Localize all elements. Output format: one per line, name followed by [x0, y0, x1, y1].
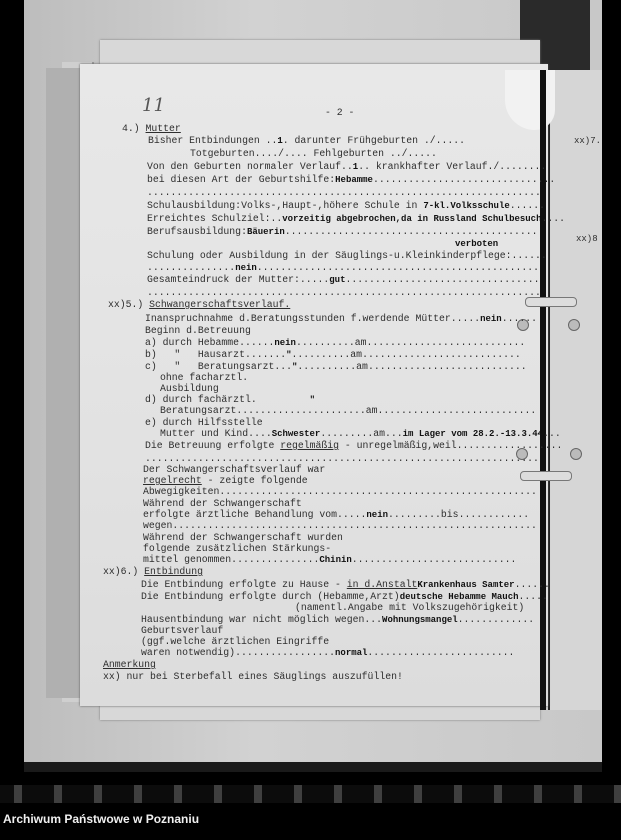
printed-text: a) durch Hebamme......	[145, 337, 275, 348]
form-line	[143, 464, 325, 475]
scan-bottom-edge	[24, 762, 602, 772]
form-line	[145, 349, 521, 361]
printed-text: Während der Schwangerschaft	[143, 498, 302, 509]
underlined-text: Schwangerschaftsverlauf.	[149, 299, 291, 310]
underlined-text: Anmerkung	[103, 659, 156, 670]
form-line	[160, 428, 561, 440]
punch-hole	[570, 448, 582, 460]
form-line	[103, 659, 156, 670]
printed-text: xx) nur bei Sterbefall eines Säuglings auszufüllen!	[103, 671, 403, 682]
filled-value: Schwester	[271, 429, 321, 439]
underlined-text: in d.Anstalt	[346, 579, 418, 590]
printed-text: - zeigte folgende	[201, 475, 308, 486]
printed-text: Der Schwangerschaftsverlauf war	[143, 464, 326, 475]
printed-text: d) durch fachärztl.	[145, 394, 310, 405]
next-page-strip	[548, 70, 602, 710]
printed-text: .........bis............	[388, 509, 530, 520]
form-line	[147, 250, 547, 261]
filled-value: 1	[352, 162, 359, 172]
printed-text: ...............................	[372, 174, 556, 185]
printed-text: ....	[541, 213, 566, 224]
printed-text: wegen..............................................................	[143, 520, 537, 531]
form-line	[147, 262, 539, 274]
form-line	[147, 187, 541, 198]
filled-value: nein	[480, 314, 502, 324]
form-line	[108, 299, 290, 310]
form-line	[147, 226, 538, 238]
printed-text: Schulausbildung:Volks-,Haupt-,höhere Schule in	[147, 200, 424, 211]
form-line	[141, 636, 329, 647]
printed-text: Während der Schwangerschaft wurden	[143, 532, 343, 543]
filled-value: nein	[274, 338, 296, 348]
printed-text: ohne facharztl.	[160, 372, 249, 383]
form-line	[190, 148, 437, 159]
form-line	[147, 287, 541, 298]
printed-text: .. krankhafter Verlauf./........	[358, 161, 547, 172]
underlined-text: Mutter	[145, 123, 181, 134]
printed-text: xx)5.)	[108, 299, 150, 310]
form-line	[148, 135, 465, 147]
printed-text: Abwegigkeiten......................................................	[143, 486, 537, 497]
printed-text: ..........am...........................	[297, 361, 527, 372]
printed-text: e) durch Hilfsstelle	[145, 417, 263, 428]
archive-name: Archiwum Państwowe w Poznaniu	[3, 812, 200, 826]
printed-text: (namentl.Angabe mit Volkszugehörigkeit)	[295, 602, 525, 613]
form-line	[103, 671, 403, 682]
printed-text: Ausbildung	[160, 383, 219, 394]
form-line	[145, 313, 537, 325]
filled-value: 1	[277, 136, 283, 146]
printed-text: Geburtsverlauf	[141, 625, 224, 636]
printed-text: ..........am...........................	[291, 349, 521, 360]
form-line	[122, 123, 181, 134]
film-strip	[0, 785, 621, 803]
filled-value: nein	[366, 510, 389, 520]
printed-text: Berufsausbildung:	[147, 226, 247, 237]
printed-text: Inanspruchnahme d.Beratungsstunden f.werdende Mütter.....	[145, 313, 481, 324]
printed-text: ......	[509, 200, 546, 211]
printed-text: c) " Beratungsarzt...	[145, 361, 292, 372]
printed-text: mittel genommen...............	[143, 554, 320, 565]
form-line	[455, 238, 498, 250]
form-line	[143, 475, 308, 486]
printed-text: .........am...	[320, 428, 403, 439]
underlined-text: regelmäßig	[280, 440, 340, 451]
filled-value: Bäuerin	[246, 227, 285, 237]
printed-text: ...................................................................	[145, 453, 539, 464]
printed-text: Erreichtes Schulziel:..	[147, 213, 283, 224]
printed-text: Schulung oder Ausbildung in der Säuglings-u.Kleinkinderpflege:......	[147, 250, 547, 261]
printed-text: ..........am...........................	[295, 337, 526, 348]
printed-text: Bisher Entbindungen ..	[148, 135, 278, 146]
printed-text: xx)6.)	[103, 566, 145, 577]
form-line	[141, 625, 223, 636]
page-number: - 2 -	[325, 107, 355, 118]
form-line	[145, 440, 562, 451]
printed-text: Beratungsarzt......................am...........................	[160, 405, 537, 416]
filled-value: Chinin	[319, 555, 352, 565]
margin-note: xx)7.	[574, 136, 602, 146]
printed-text: .................................	[345, 274, 540, 285]
printed-text: Gesamteindruck der Mutter:.....	[147, 274, 330, 285]
printed-text: Totgeburten..../.... Fehlgeburten ../.....	[190, 148, 437, 159]
filled-value: "	[286, 350, 292, 360]
underlined-text: regelrecht	[143, 475, 202, 486]
form-line	[160, 372, 248, 383]
printed-text: b) " Hausarzt.......	[145, 349, 287, 360]
form-line	[147, 161, 546, 173]
form-line	[160, 383, 219, 394]
binder-ring	[520, 471, 572, 481]
form-line	[143, 520, 537, 531]
filled-value: verboten	[455, 239, 499, 249]
printed-text: Die Entbindung erfolgte durch (Hebamme,Arzt)	[141, 591, 400, 602]
printed-text: erfolgte ärztliche Behandlung vom.....	[143, 509, 367, 520]
printed-text: ...................................................................	[147, 187, 541, 198]
filled-value: Wohnungsmangel	[382, 615, 458, 625]
form-line	[143, 532, 343, 543]
form-line	[143, 498, 302, 509]
filled-value: im Lager vom 28.2.-13.3.44	[402, 429, 544, 439]
form-line	[147, 174, 555, 186]
printed-text: Mutter und Kind....	[160, 428, 272, 439]
form-line	[160, 405, 536, 416]
printed-text: .............	[457, 614, 535, 625]
form-line	[145, 453, 539, 464]
printed-text: Hausentbindung war nicht möglich wegen...	[141, 614, 383, 625]
printed-text: Von den Geburten normaler Verlauf..	[147, 161, 353, 172]
printed-text: waren notwendig).................	[141, 647, 336, 658]
form-line	[143, 543, 331, 554]
filled-value: Krankenhaus Samter	[417, 580, 515, 590]
underlined-text: Entbindung	[144, 566, 203, 577]
printed-text: ...............	[147, 262, 236, 273]
printed-text: Die Entbindung erfolgte zu Hause -	[141, 579, 347, 590]
form-line	[147, 200, 545, 212]
filled-value: Hebamme	[335, 175, 373, 185]
form-line	[295, 602, 524, 613]
printed-text: .........................	[367, 647, 515, 658]
form-line	[143, 554, 516, 566]
form-line	[145, 417, 263, 428]
filled-value: vorzeitig abgebrochen,da in Russland Schulbesuch	[282, 214, 542, 224]
form-line	[147, 213, 565, 225]
margin-note: xx)8	[576, 234, 598, 244]
printed-text: Die Betreuung erfolgte	[145, 440, 281, 451]
printed-text: ......	[501, 313, 537, 324]
printed-text: ................................................	[256, 262, 539, 273]
printed-text: bei diesen Art der Geburtshilfe:	[147, 174, 336, 185]
binder-ring	[525, 297, 577, 307]
filled-value: "	[309, 395, 316, 405]
filled-value: gut	[329, 275, 346, 285]
printed-text: ...	[543, 428, 561, 439]
printed-text: (ggf.welche ärztlichen Eingriffe	[141, 636, 330, 647]
printed-text: .....	[518, 591, 548, 602]
printed-text: folgende zusätzlichen Stärkungs-	[143, 543, 332, 554]
form-line	[141, 647, 514, 659]
filled-value: deutsche Hebamme Mauch	[399, 592, 519, 602]
filled-value: 7-kl.Volksschule	[423, 201, 510, 211]
printed-text: . darunter Frühgeburten ./.....	[282, 135, 466, 146]
printed-text: ......	[514, 579, 550, 590]
form-line	[145, 325, 251, 336]
printed-text: Beginn d.Betreuung	[145, 325, 251, 336]
filled-value: nein	[235, 263, 257, 273]
form-line	[145, 337, 525, 349]
form-line	[143, 486, 537, 497]
filled-value: "	[291, 362, 298, 372]
printed-text: 4.)	[122, 123, 146, 134]
printed-text: ............................	[351, 554, 517, 565]
punch-hole	[568, 319, 580, 331]
form-line	[141, 579, 550, 591]
form-line	[147, 274, 539, 286]
filled-value: normal	[335, 648, 368, 658]
folio-number: 11	[142, 95, 165, 116]
form-line	[103, 566, 203, 577]
printed-text: - unregelmäßig,weil..................	[339, 440, 563, 451]
printed-text: ...................................................................	[147, 287, 541, 298]
printed-text: ...........................................	[284, 226, 538, 237]
